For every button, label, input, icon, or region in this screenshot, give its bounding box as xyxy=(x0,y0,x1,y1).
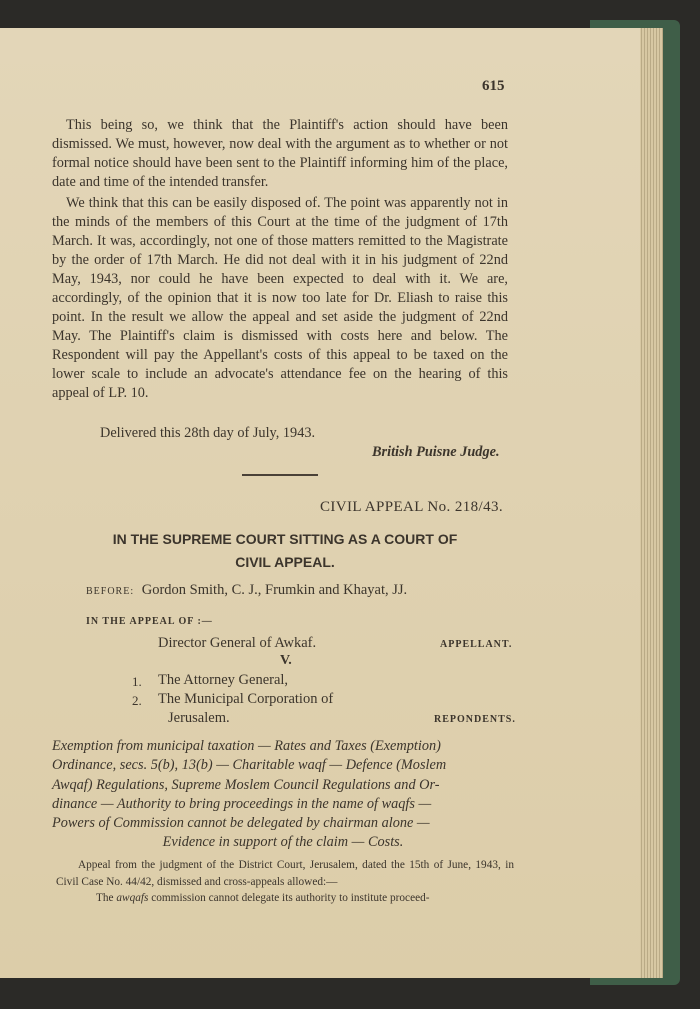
respondent-1: The Attorney General, xyxy=(158,672,289,688)
paragraph: We think that this can be easily disposed of. The point was apparently not in the minds of the members of this Court at the time of the judgment of 17th March. It was, accordingly, not one of those matters remitted to the Magistrate by the order of 17th March. He did not deal with it in his judgment of 22nd May, 1943, nor could he have been expected to deal with it. We are, accordingly, of the opinion that it is now too late for Dr. Eliash to raise this point. In the result we allow the appeal and set aside the judgment of 22nd May. The Plaintiff's claim is dismissed with costs here and below. The Respondent will pay the Appellant's costs of this appeal to be taxed on the lower scale to include an advocate's attendance fee on the hearing of this appeal of LP. 10. xyxy=(52,195,508,401)
court-title-line: CIVIL APPEAL. xyxy=(235,554,335,570)
headnote-line: Ordinance, secs. 5(b), 13(b) — Charitable waqf — Defence (Moslem xyxy=(52,757,447,774)
appeal-from: Appeal from the judgment of the District Court, Jerusalem, dated the 15th of June, 1943, in Civil Case No. 44/42, dismissed and cross-appeals allowed:— xyxy=(56,859,514,888)
headnote xyxy=(52,737,514,853)
respondents-role: REPONDENTS. xyxy=(434,714,516,725)
respondent-2: The Municipal Corporation of xyxy=(158,691,334,707)
before-line xyxy=(86,582,407,599)
in-the-appeal-of: IN THE APPEAL OF :— xyxy=(86,616,213,627)
versus: V. xyxy=(280,653,292,668)
last-line xyxy=(96,892,430,904)
appellant-name: Director General of Awkaf. xyxy=(158,635,317,651)
respondent-number: 1. xyxy=(132,674,142,689)
headnote-line: Exemption from municipal taxation — Rates and Taxes (Exemption) xyxy=(52,738,441,754)
appeal-number: CIVIL APPEAL No. 218/43. xyxy=(320,499,504,515)
judges: Gordon Smith, C. J., Frumkin and Khayat, JJ. xyxy=(141,582,408,598)
before-label: BEFORE: xyxy=(86,586,135,597)
headnote-line: dinance — Authority to bring proceedings in the name of waqfs — xyxy=(52,795,432,812)
headnote-line: Powers of Commission cannot be delegated by chairman alone — xyxy=(52,815,430,832)
court-title xyxy=(70,528,500,574)
page-number: 615 xyxy=(482,78,505,94)
headnote-line: Awqaf) Regulations, Supreme Moslem Council Regulations and Or- xyxy=(52,776,440,793)
paragraph: This being so, we think that the Plaintiff's action should have been dismissed. We must, however, now deal with the argument as to whether or not formal notice should have been sent to the Plaintiff informing him of the place, date and time of the intended transfer. xyxy=(52,117,508,190)
headnote-line: Evidence in support of the claim — Costs. xyxy=(162,834,404,851)
last-line-end: commission cannot delegate its authority to institute proceed- xyxy=(148,892,430,904)
last-line-start: The xyxy=(96,892,117,904)
respondent-number: 2. xyxy=(132,693,142,708)
judge-signature: British Puisne Judge. xyxy=(372,444,500,460)
divider xyxy=(242,474,318,476)
respondent-2-cont: Jerusalem. xyxy=(168,710,230,726)
delivered-line: Delivered this 28th day of July, 1943. xyxy=(100,425,316,441)
court-title-line: IN THE SUPREME COURT SITTING AS A COURT OF xyxy=(112,531,458,547)
last-line-italic: awqafs xyxy=(116,892,149,904)
judgment-text xyxy=(52,116,508,403)
appellant-role: APPELLANT. xyxy=(440,639,513,650)
book-page xyxy=(0,28,640,978)
